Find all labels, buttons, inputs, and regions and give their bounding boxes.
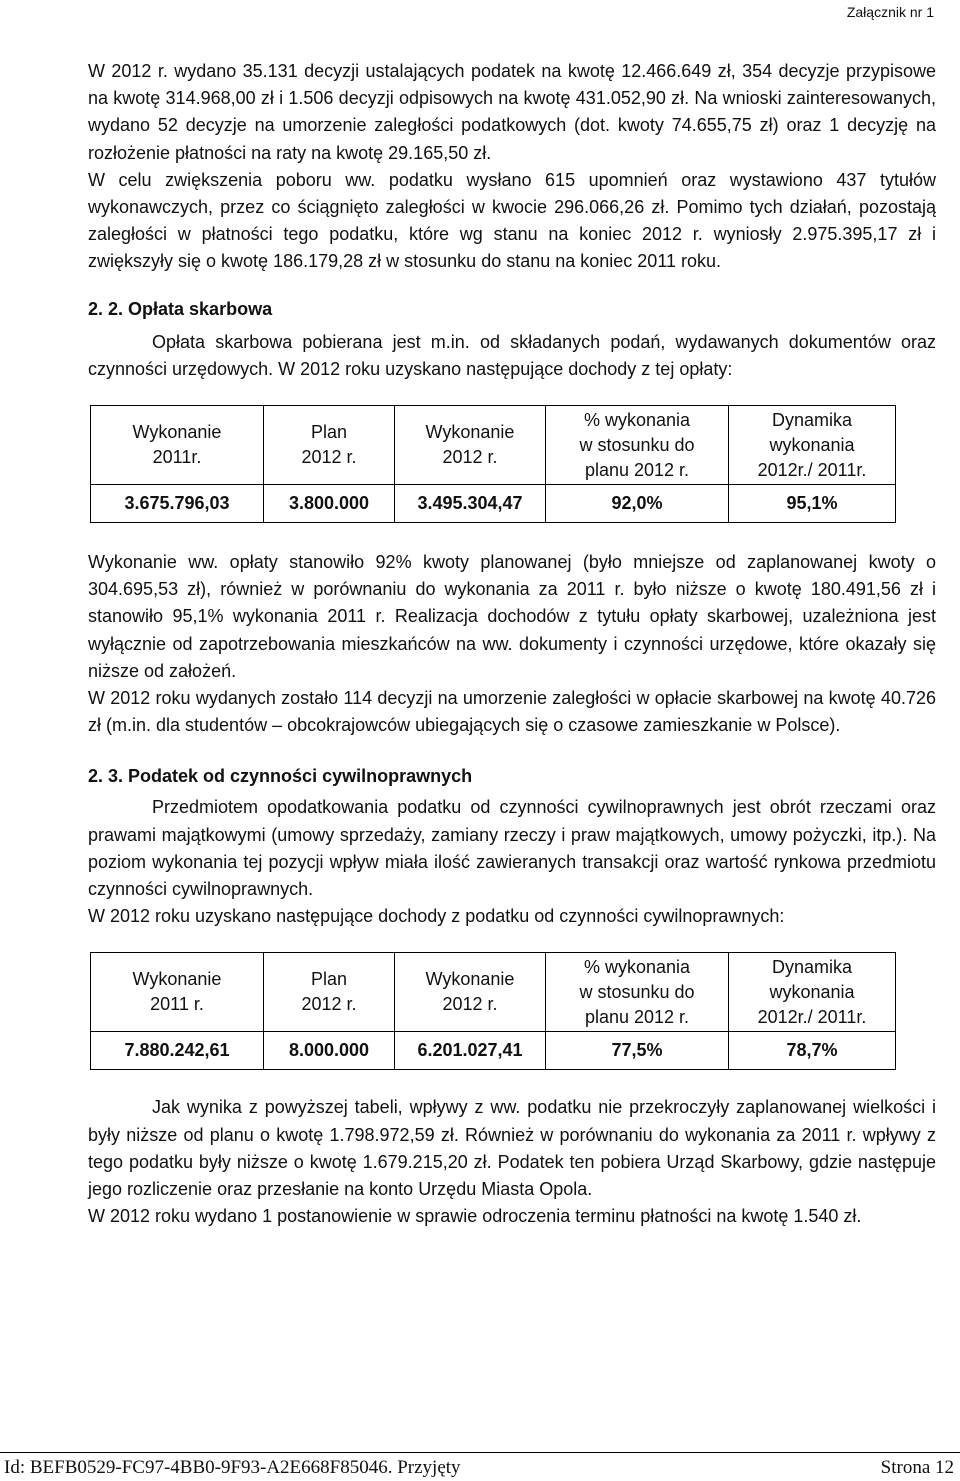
table-row [91, 485, 896, 523]
document-content [88, 58, 936, 1230]
value-cell: 3.675.796,03 [91, 485, 264, 523]
section-heading-stamp-duty: 2. 2. Opłata skarbowa [88, 298, 273, 319]
spacer [88, 276, 936, 296]
value-cell: 6.201.027,41 [395, 1032, 546, 1070]
header-cell: % wykonania w stosunku do planu 2012 r. [546, 406, 729, 485]
civil-law-tax-table [90, 952, 896, 1070]
header-cell: Wykonanie 2012 r. [395, 406, 546, 485]
paragraph-stamp-duty-remissions: W 2012 roku wydanych zostało 114 decyzji na umorzenie zaległości w opłacie skarbowej na kwotę 40.726 zł (m.in. dla studentów – obcokrajowców ubiegających się o czasowe zamieszkanie w Polsce). [88, 688, 936, 736]
header-cell: Dynamika wykonania 2012r./ 2011r. [729, 953, 896, 1032]
value-cell: 3.800.000 [264, 485, 395, 523]
page-number: Strona 12 [880, 1457, 954, 1478]
paragraph-civil-law-tax-intro: W 2012 roku uzyskano następujące dochody z podatku od czynności cywilnoprawnych: [88, 906, 785, 927]
header-cell: Wykonanie 2011 r. [91, 953, 264, 1032]
attachment-label: Załącznik nr 1 [846, 4, 934, 20]
paragraph-decisions: W 2012 r. wydano 35.131 decyzji ustalających podatek na kwotę 12.466.649 zł, 354 decyzje przypisowe na kwotę 314.968,00 zł i 1.506 decyzji odpisowych na kwotę 431.052,90 zł. Na wnioski zainteresowanych, wydano 52 decyzje na umorzenie zaległości podatkowych (dot. kwoty 74.655,75 zł) oraz 1 decyzję na rozłożenie płatności na raty na kwotę 29.165,50 zł. [88, 61, 936, 163]
paragraph-stamp-duty-intro: Opłata skarbowa pobierana jest m.in. od składanych podań, wydawanych dokumentów oraz czynności urzędowych. W 2012 roku uzyskano następujące dochody z tej opłaty: [88, 331, 936, 379]
header-cell: Plan 2012 r. [264, 406, 395, 485]
paragraph-stamp-duty-analysis: Wykonanie ww. opłaty stanowiło 92% kwoty planowanej (było mniejsze od zaplanowanej kwoty o 304.695,53 zł), również w porównaniu do wykonania za 2011 r. było niższe o kwotę 180.491,56 zł i stanowiło 95,1% wykonania 2011 r. Realizacja dochodów z tytułu opłaty skarbowej, uzależniona jest wyłącznie od zapotrzebowania mieszkańców na ww. dokumenty i czynności urzędowe, które okazały się niższe od założeń. [88, 552, 936, 681]
table-header-row [91, 406, 896, 485]
section-heading-civil-law-tax: 2. 3. Podatek od czynności cywilnoprawnych [88, 766, 473, 787]
header-cell: Dynamika wykonania 2012r./ 2011r. [729, 406, 896, 485]
value-cell: 95,1% [729, 485, 896, 523]
paragraph-civil-law-tax-deferral: W 2012 roku wydano 1 postanowienie w sprawie odroczenia terminu płatności na kwotę 1.540 zł. [88, 1206, 862, 1227]
table-header-row [91, 953, 896, 1032]
paragraph-civil-law-tax-analysis: Jak wynika z powyższej tabeli, wpływy z ww. podatku nie przekroczyły zaplanowanej wielkości i były niższe od planu o kwotę 1.798.972,59 zł. Również w porównaniu do wykonania za 2011 r. wpływy z tego podatku były niższe o kwotę 1.679.215,20 zł. Podatek ten pobiera Urząd Skarbowy, gdzie następuje jego rozliczenie oraz przesłanie na konto Urzędu Miasta Opola. [88, 1097, 936, 1200]
value-cell: 92,0% [546, 485, 729, 523]
value-cell: 8.000.000 [264, 1032, 395, 1070]
header-cell: % wykonania w stosunku do planu 2012 r. [546, 953, 729, 1032]
value-cell: 3.495.304,47 [395, 485, 546, 523]
page-footer [0, 1452, 958, 1481]
header-cell: Wykonanie 2012 r. [395, 953, 546, 1032]
document-id: Id: BEFB0529-FC97-4BB0-9F93-A2E668F85046. Przyjęty [4, 1457, 461, 1478]
stamp-duty-table [90, 405, 896, 523]
value-cell: 77,5% [546, 1032, 729, 1070]
paragraph-civil-law-tax-subject: Przedmiotem opodatkowania podatku od czynności cywilnoprawnych jest obrót rzeczami oraz prawami majątkowymi (umowy sprzedaży, zamiany rzeczy i praw majątkowych, umowy pożyczki, itp.). Na poziom wykonania tej pozycji wpływ miała ilość zawieranych transakcji oraz wartość rynkowa przedmiotu czynności cywilnoprawnych. [88, 797, 936, 900]
header-cell: Wykonanie 2011r. [91, 406, 264, 485]
paragraph-collection: W celu zwiększenia poboru ww. podatku wysłano 615 upomnień oraz wystawiono 437 tytułów wykonawczych, przez co ściągnięto zaległości w kwocie 296.066,26 zł. Pomimo tych działań, pozostają zaległości w płatności tego podatku, które wg stanu na koniec 2012 r. wyniosły 2.975.395,17 zł i zwiększyły się o kwotę 186.179,28 zł w stosunku do stanu na koniec 2011 roku. [88, 169, 936, 272]
value-cell: 78,7% [729, 1032, 896, 1070]
table-row [91, 1032, 896, 1070]
value-cell: 7.880.242,61 [91, 1032, 264, 1070]
header-cell: Plan 2012 r. [264, 953, 395, 1032]
